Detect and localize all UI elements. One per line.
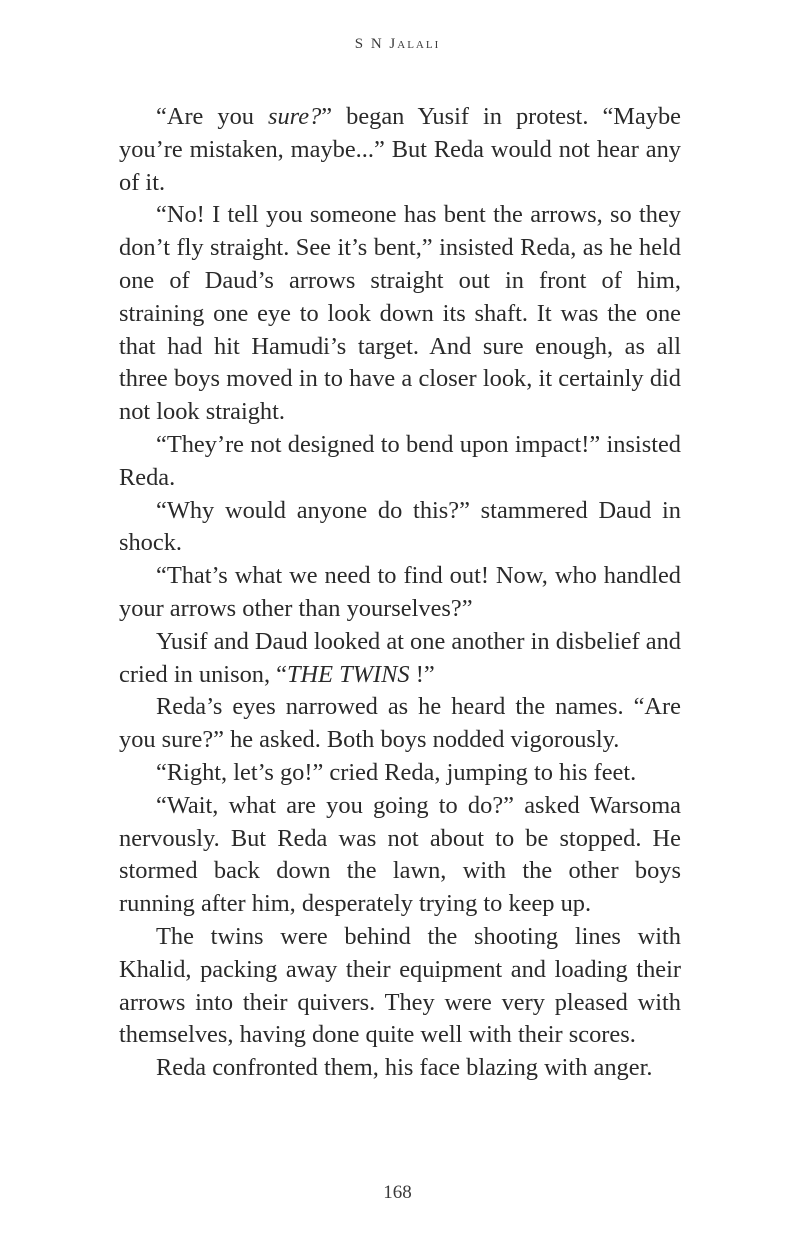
emphasis: THE TWINS bbox=[286, 660, 410, 688]
paragraph: “No! I tell you someone has bent the arrows, so they don’t fly straight. See it’s bent,” insisted Reda, as he held one of Daud’s arrows straight out in front of him, straining one eye to look down its shaft. It was the one that had hit Hamudi’s target. And sure enough, as all three boys moved in to have a closer look, it certainly did not look straight. bbox=[119, 201, 681, 426]
paragraph: Reda confronted them, his face blazing with anger. bbox=[156, 1054, 653, 1082]
paragraph: Yusif and Daud looked at one another in disbelief and cried in unison, “THE TWINS !” bbox=[119, 627, 681, 688]
paragraph: “Wait, what are you going to do?” asked Warsoma nervously. But Reda was not about to be stopped. He stormed back down the lawn, with the other boys running after him, desperately trying to keep up. bbox=[119, 791, 681, 918]
paragraph: Reda’s eyes narrowed as he heard the names. “Are you sure?” he asked. Both boys nodded vigorously. bbox=[119, 693, 681, 754]
paragraph: “Are you sure?” began Yusif in protest. “Maybe you’re mistaken, maybe...” But Reda would not hear any of it. bbox=[119, 103, 681, 196]
running-head: S N Jalali bbox=[354, 36, 441, 52]
paragraph: “Right, let’s go!” cried Reda, jumping to his feet. bbox=[156, 758, 637, 786]
body-text bbox=[119, 101, 681, 1085]
paragraph: “Why would anyone do this?” stammered Daud in shock. bbox=[119, 496, 681, 557]
page-number: 168 bbox=[383, 1182, 412, 1203]
paragraph: “That’s what we need to find out! Now, who handled your arrows other than yourselves?” bbox=[119, 562, 681, 622]
paragraph: The twins were behind the shooting lines with Khalid, packing away their equipment and loading their arrows into their quivers. They were very pleased with themselves, having done quite well with their scores. bbox=[119, 922, 681, 1049]
paragraph: “They’re not designed to bend upon impact!” insisted Reda. bbox=[119, 430, 681, 491]
emphasis: sure? bbox=[268, 103, 322, 130]
